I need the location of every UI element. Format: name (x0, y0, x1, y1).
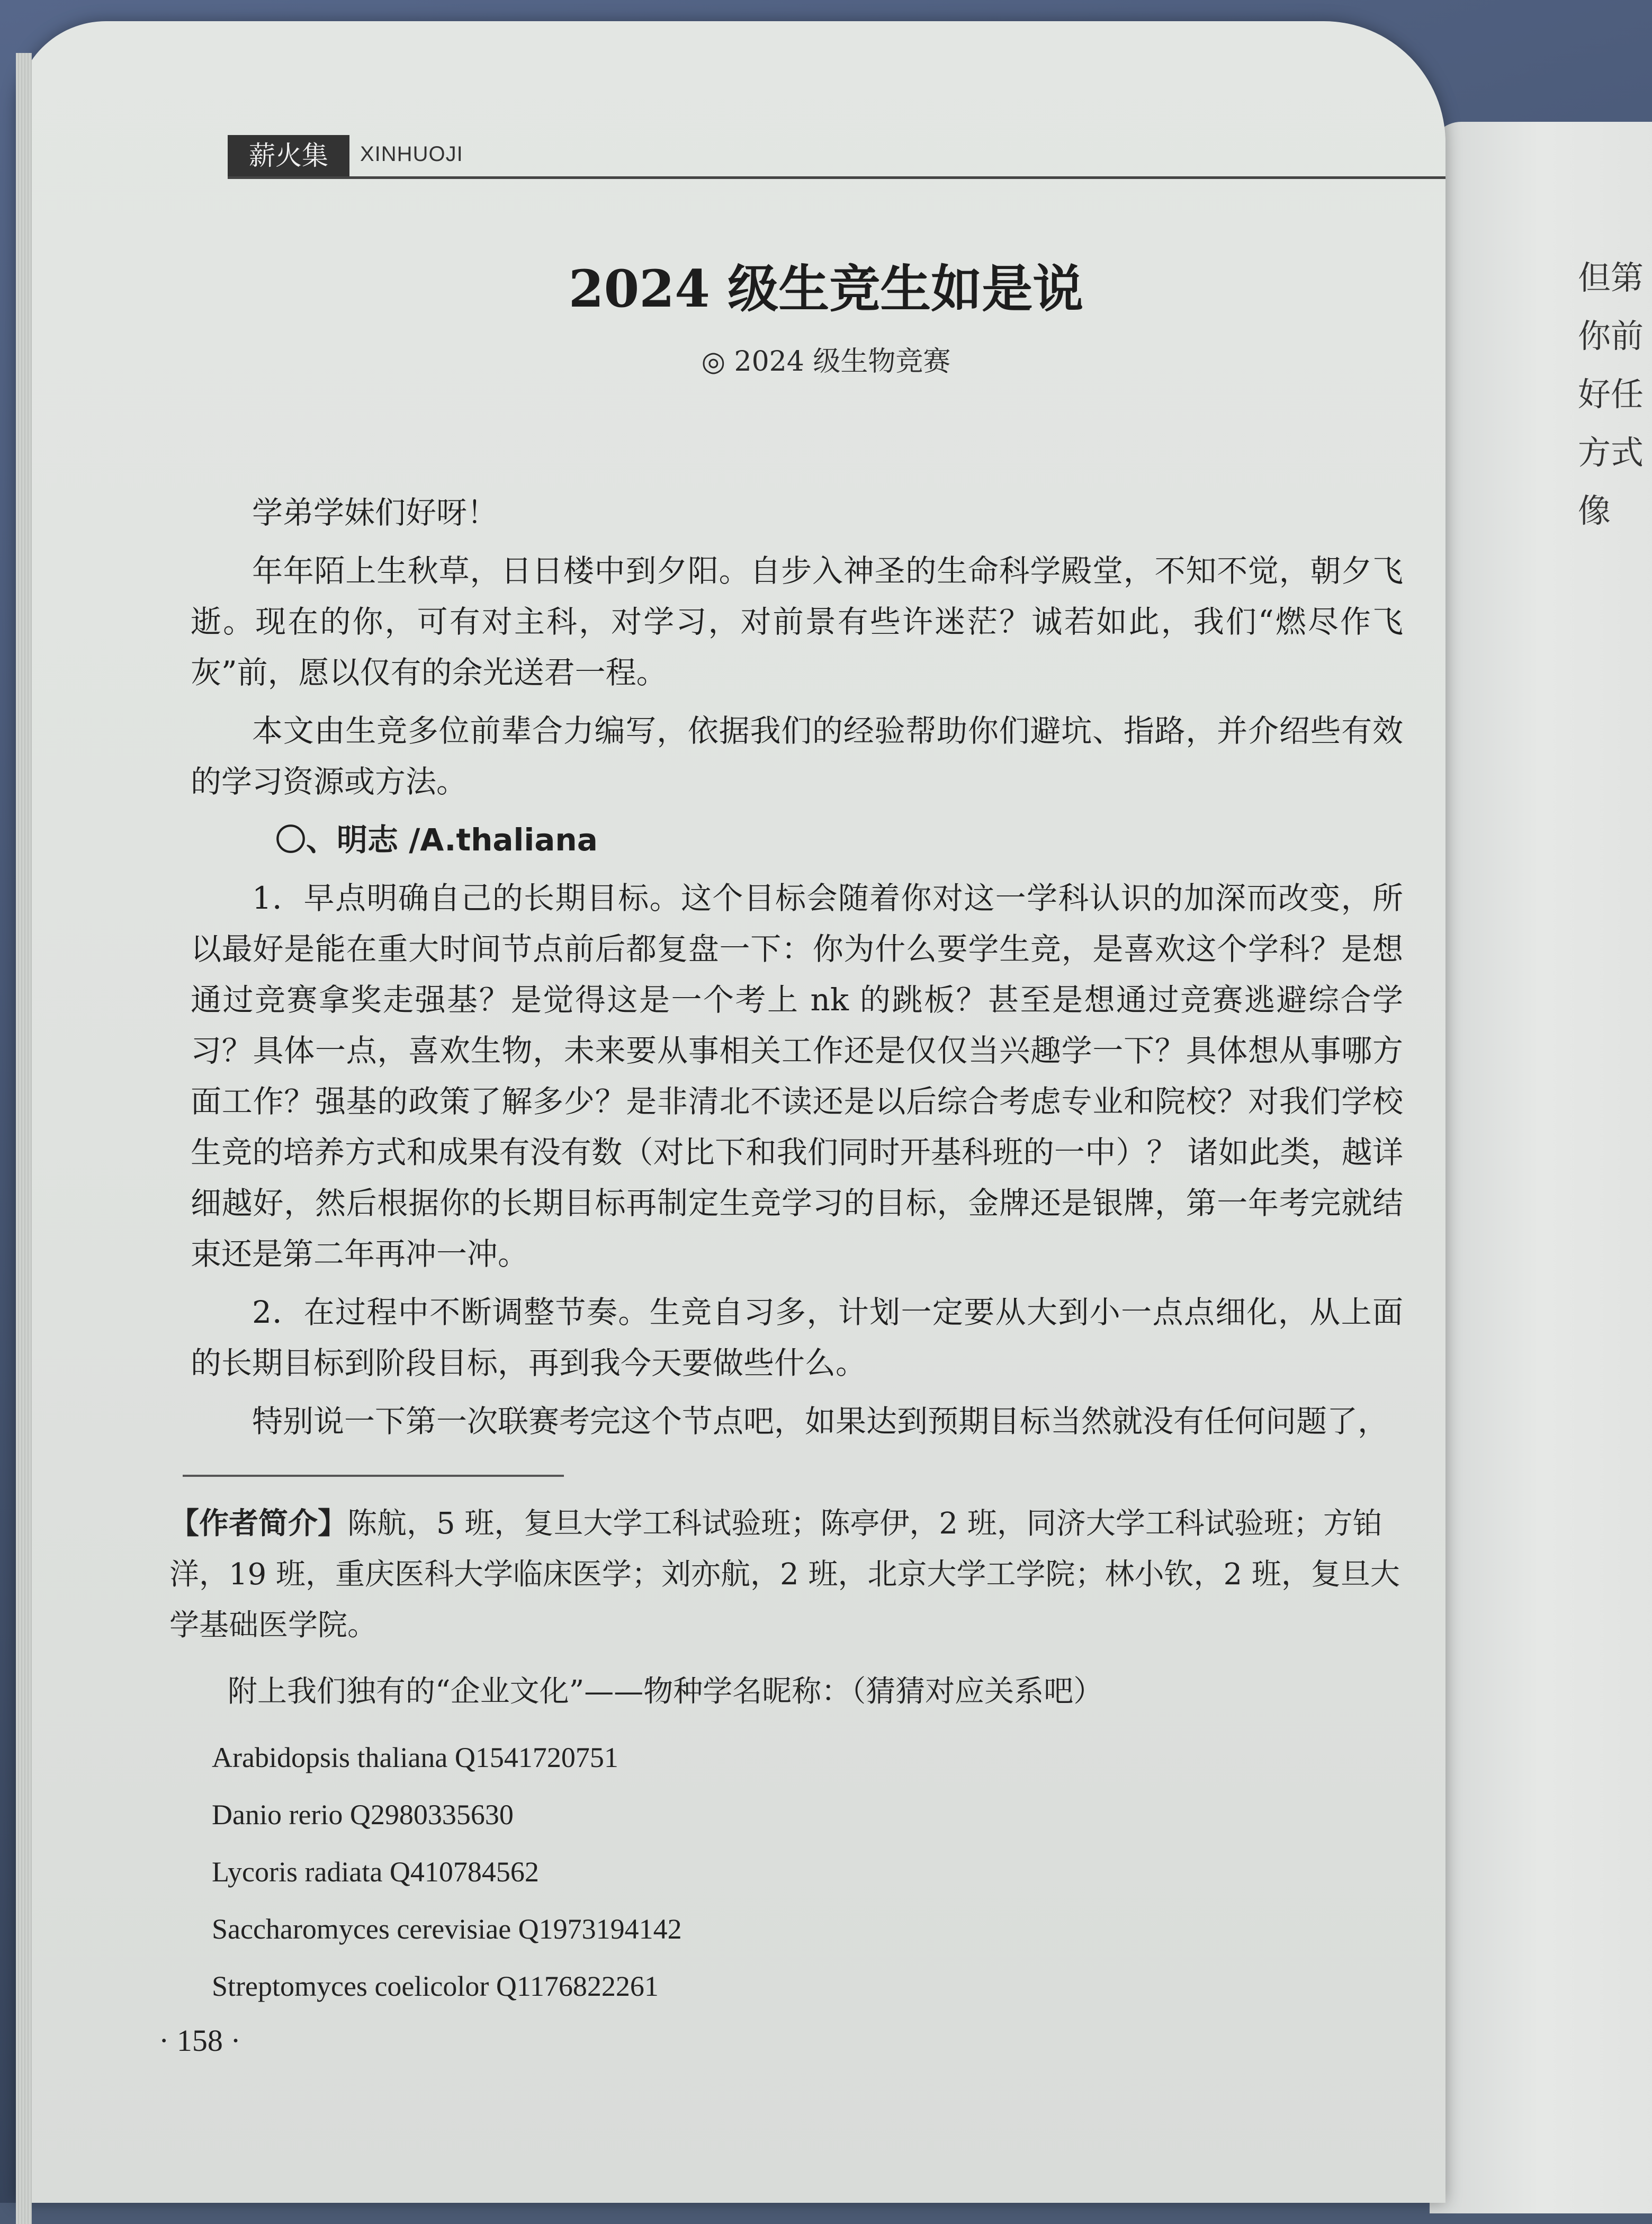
facing-line: 像 (1578, 491, 1611, 530)
facing-line: 方式 (1578, 433, 1644, 472)
series-name: 薪火集 (228, 135, 349, 176)
paragraph: 特别说一下第一次联赛考完这个节点吧，如果达到预期目标当然就没有任何问题了， (252, 1403, 1389, 1439)
section-heading: 〇、明志 /A.thaliana (275, 822, 598, 858)
paragraph: 1．早点明确自己的长期目标。这个目标会随着你对这一学科认识的加深而改变，所以最好是能在重大时间节点前后都复盘一下：你为什么要学生竞，是喜欢这个学科？是想通过竞赛拿奖走强基？是觉得这是一个考上 nk 的跳板？甚至是想通过竞赛逃避综合学习？具体一点，喜欢生物，未来要从事相关工作还是仅仅当兴趣学一下？具体想从事哪方面工作？强基的政策了解多少？是非清北不读还是以后综合考虑专业和院校？对我们学校生竞的培养方式和成果有没有数（对比下和我们同时开基科班的一中）？ 诸如此类，越详细越好，然后根据你的长期目标再制定生竞学习的目标，金牌还是银牌，第一年考完就结束还是第二年再冲一冲。 (191, 880, 1403, 1272)
running-header (228, 135, 1446, 179)
facing-line: 好任 (1578, 375, 1644, 414)
facing-line: 但第 (1578, 258, 1644, 297)
article-body (191, 487, 1403, 1454)
culture-line: 附上我们独有的“企业文化”——物种学名昵称：（猜猜对应关系吧） (228, 1674, 1103, 1709)
species-item: Arabidopsis thaliana Q1541720751 (212, 1742, 618, 1773)
facing-line: 你前 (1578, 317, 1644, 355)
paragraph: 本文由生竞多位前辈合力编写，依据我们的经验帮助你们避坑、指路，并介绍些有效的学习资源或方法。 (191, 713, 1403, 800)
series-pinyin: XINHUOJI (360, 142, 463, 166)
greeting: 学弟学妹们好呀！ (252, 495, 498, 531)
footnote-divider (183, 1475, 564, 1477)
author-bio (169, 1499, 1408, 1651)
page-number: · 158 · (159, 2023, 241, 2058)
article-byline: ◎ 2024 级生物竞赛 (701, 346, 951, 378)
article-title: 2024 级生竞生如是说 (568, 259, 1084, 319)
species-item: Lycoris radiata Q410784562 (212, 1856, 539, 1888)
author-bio-label: 【作者简介】 (169, 1506, 347, 1541)
species-item: Saccharomyces cerevisiae Q1973194142 (212, 1913, 682, 1945)
species-item: Streptomyces coelicolor Q1176822261 (212, 1970, 659, 2002)
species-item: Danio rerio Q2980335630 (212, 1799, 514, 1831)
page-stack-edge (16, 53, 32, 2224)
paragraph: 2．在过程中不断调整节奏。生竞自习多，计划一定要从大到小一点点细化，从上面的长期目标到阶段目标，再到我今天要做些什么。 (191, 1294, 1403, 1381)
species-list (212, 1729, 682, 2015)
paragraph: 年年陌上生秋草，日日楼中到夕阳。自步入神圣的生命科学殿堂，不知不觉，朝夕飞逝。现在的你，可有对主科，对学习，对前景有些许迷茫？诚若如此，我们“燃尽作飞灰”前，愿以仅有的余光送君一程。 (191, 553, 1403, 690)
author-bio-text: 陈航，5 班，复旦大学工科试验班；陈亭伊，2 班，同济大学工科试验班；方铂洋，19 班，重庆医科大学临床医学；刘亦航，2 班，北京大学工学院；林小钦，2 班，复旦大学基础医学院。 (169, 1506, 1400, 1643)
